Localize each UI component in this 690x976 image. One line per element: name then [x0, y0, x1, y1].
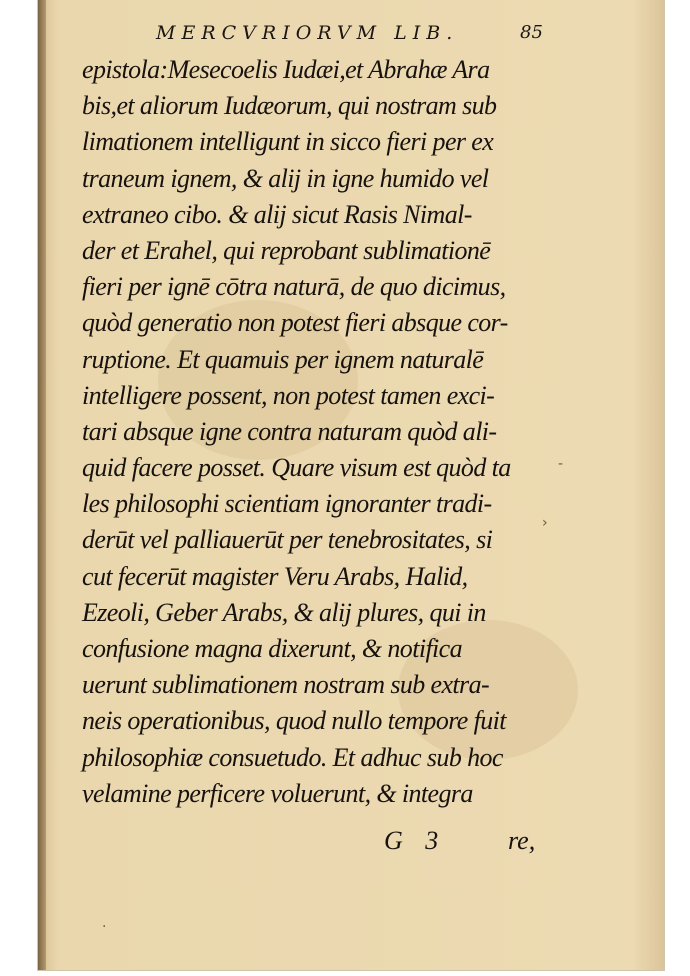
text-line: der et Erahel, qui reprobant sublimationē [82, 235, 491, 265]
text-line: ruptione. Et quamuis per ignem naturalē [82, 344, 484, 374]
text-line: cut fecerūt magister Veru Arabs, Halid, [82, 561, 468, 591]
signature-mark: G 3 [384, 826, 439, 855]
text-line: extraneo cibo. & alij sicut Rasis Nimal- [82, 199, 472, 229]
text-line: derūt vel palliauerūt per tenebrositates, si [82, 525, 493, 555]
text-line: epistola:Mesecoelis Iudæi,et Abrahæ Ara [82, 55, 490, 84]
text-line: les philosophi scientiam ignoranter tradi- [82, 489, 492, 519]
text-line: quòd generatio non potest fieri absque cor- [82, 308, 508, 338]
text-line: uerunt sublimationem nostram sub extra- [82, 670, 490, 700]
text-line: bis,et aliorum Iudæorum, qui nostram sub [82, 91, 497, 121]
text-line: intelligere possent, non potest tamen exci- [82, 380, 495, 410]
margin-mark: . [102, 915, 107, 931]
text-line: traneum ignem, & alij in igne humido vel [82, 163, 489, 193]
running-title: MERCVRIORVM LIB. [156, 22, 459, 44]
book-page [38, 0, 664, 970]
text-line: neis operationibus, quod nullo tempore fuit [82, 706, 506, 736]
text-line: Ezeoli, Geber Arabs, & alij plures, qui in [82, 597, 486, 627]
page-number: 85 [520, 22, 543, 43]
text-line: confusione magna dixerunt, & notifica [82, 634, 463, 663]
body-text [82, 52, 562, 812]
text-line: velamine perficere voluerunt, & integra [82, 778, 473, 808]
text-line: limationem intelligunt in sicco fieri per ex [82, 127, 494, 157]
text-line: tari absque igne contra naturam quòd ali- [82, 416, 497, 446]
margin-mark: › [542, 515, 548, 531]
text-line: philosophiæ consuetudo. Et adhuc sub hoc [82, 742, 503, 772]
catchword: re, [508, 826, 536, 855]
margin-mark: - [558, 456, 564, 472]
text-line: fieri per ignē cōtra naturā, de quo dicimus, [82, 272, 506, 302]
text-line: quid facere posset. Quare visum est quòd ta [82, 453, 511, 483]
binding-edge [38, 0, 46, 970]
